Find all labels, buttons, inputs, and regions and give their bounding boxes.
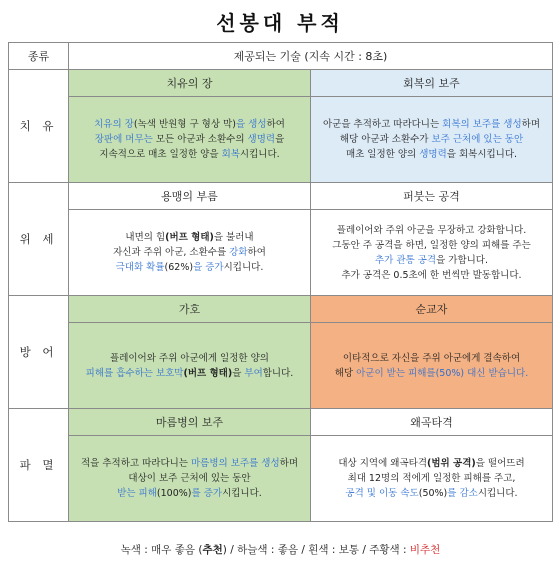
plain-text: 해당	[335, 368, 356, 379]
highlight-text: 를 증가	[192, 488, 223, 499]
skill-desc	[69, 210, 311, 296]
plain-text: 을 떨어뜨려	[476, 458, 525, 469]
row-ruin-desc	[9, 436, 553, 522]
highlight-text: 아군이 받는 피해를(50%) 대신 받습니다.	[356, 368, 528, 379]
plain-text: 매초 일정한 양의	[346, 149, 419, 160]
bold-text: (버프 형태)	[183, 368, 232, 379]
plain-text: 시킵니다.	[478, 488, 518, 499]
desc-line	[317, 238, 546, 253]
bold-text: (범위 공격)	[427, 458, 476, 469]
highlight-text: 장판에 머무는	[95, 134, 153, 145]
desc-line	[317, 351, 546, 366]
plain-text: 을	[275, 134, 284, 145]
plain-text: 대상 지역에 왜곡타격	[338, 458, 427, 469]
desc-line	[75, 486, 304, 501]
plain-text: 합니다.	[263, 368, 294, 379]
desc-line	[317, 223, 546, 238]
highlight-text: 보주 근처에 있는 동안	[432, 134, 524, 145]
highlight-text: 강화	[229, 247, 247, 258]
highlight-text: 극대화 확률	[116, 262, 165, 273]
category-defense: 방 어	[9, 296, 69, 409]
desc-line	[317, 117, 546, 132]
skill-table	[8, 42, 553, 578]
row-might-names	[9, 183, 553, 210]
desc-line	[75, 117, 304, 132]
page-title: 선봉대 부적	[0, 0, 560, 42]
plain-text: 녹색 : 매우 좋음 (	[121, 544, 203, 556]
plain-text: 내면의 힘	[125, 232, 165, 243]
highlight-text: 받는 피해	[117, 488, 157, 499]
plain-text: 플레이어와 주위 아군을 무장하고 강화합니다.	[337, 225, 526, 236]
desc-line	[317, 456, 546, 471]
plain-text: 을 회복시킵니다.	[447, 149, 517, 160]
plain-text: 적을 추적하고 따라다니는	[81, 458, 191, 469]
plain-text: 플레이어와 주위 아군에게 일정한 양의	[110, 353, 269, 364]
plain-text: 을 가합니다.	[436, 255, 488, 266]
highlight-text: 을 생성	[236, 119, 267, 130]
legend-row	[9, 522, 553, 578]
skill-desc	[311, 323, 553, 409]
skill-name: 마름병의 보주	[69, 409, 311, 436]
header-row	[9, 43, 553, 70]
desc-line	[317, 147, 546, 162]
desc-line	[75, 132, 304, 147]
skill-name: 회복의 보주	[311, 70, 553, 97]
highlight-text: 를 감소	[447, 488, 478, 499]
skill-desc	[311, 436, 553, 522]
plain-text: 하여	[267, 119, 285, 130]
desc-line	[317, 471, 546, 486]
color-legend	[9, 522, 553, 578]
desc-line	[317, 268, 546, 283]
highlight-text: 을 증가	[193, 262, 224, 273]
desc-line	[317, 486, 546, 501]
plain-text: 아군을 추적하고 따라다니는	[323, 119, 442, 130]
category-heal: 치 유	[9, 70, 69, 183]
desc-line	[317, 132, 546, 147]
plain-text: 하며	[280, 458, 298, 469]
row-defense-names	[9, 296, 553, 323]
skill-desc	[69, 323, 311, 409]
skill-desc	[69, 97, 311, 183]
plain-text: (녹색 반원형 구 형상 막)	[134, 119, 236, 130]
desc-line	[75, 147, 304, 162]
desc-line	[75, 366, 304, 381]
row-might-desc	[9, 210, 553, 296]
bold-text: (버프 형태)	[165, 232, 214, 243]
row-ruin-names	[9, 409, 553, 436]
desc-line	[75, 351, 304, 366]
plain-text: (62%)	[165, 262, 194, 273]
plain-text: (100%)	[157, 488, 192, 499]
plain-text: 최대 12명의 적에게 일정한 피해를 주고,	[348, 473, 516, 484]
plain-text: 자신과 주위 아군, 소환수를	[113, 247, 229, 258]
skill-name: 가호	[69, 296, 311, 323]
highlight-text: 회복의 보주를 생성	[442, 119, 521, 130]
highlight-text: 추가 관통 공격	[375, 255, 436, 266]
bold-text: 추천	[203, 544, 223, 556]
plain-text: 이타적으로 자신을 주위 아군에게 결속하여	[343, 353, 520, 364]
highlight-text: 생명력	[248, 134, 276, 145]
desc-line	[75, 230, 304, 245]
highlight-text: 피해를 흡수하는 보호막	[86, 368, 184, 379]
highlight-text: 부여	[244, 368, 262, 379]
plain-text: (50%)	[419, 488, 448, 499]
row-heal-names	[9, 70, 553, 97]
plain-text: 모든 아군과 소환수의	[153, 134, 248, 145]
plain-text: 추가 공격은 0.5초에 한 번씩만 발동합니다.	[341, 270, 521, 281]
desc-line	[75, 471, 304, 486]
highlight-text: 공격 및 이동 속도	[345, 488, 418, 499]
skill-name: 퍼붓는 공격	[311, 183, 553, 210]
plain-text: 그동안 주 공격을 하면, 일정한 양의 피해를 주는	[332, 240, 531, 251]
plain-text: 시킵니다.	[224, 262, 264, 273]
plain-text: 하여	[248, 247, 266, 258]
plain-text: 을	[232, 368, 244, 379]
desc-line	[75, 456, 304, 471]
desc-line	[317, 253, 546, 268]
desc-line	[75, 245, 304, 260]
warning-text: 비추천	[410, 544, 440, 556]
plain-text: 시킵니다.	[240, 149, 280, 160]
plain-text: 대상이 보주 근처에 있는 동안	[128, 473, 250, 484]
highlight-text: 치유의 장	[94, 119, 134, 130]
category-might: 위 세	[9, 183, 69, 296]
row-heal-desc	[9, 97, 553, 183]
category-header: 종류	[9, 43, 69, 70]
plain-text: 하며	[522, 119, 540, 130]
skill-name: 용맹의 부름	[69, 183, 311, 210]
highlight-text: 생명력	[419, 149, 447, 160]
row-defense-desc	[9, 323, 553, 409]
desc-line	[75, 260, 304, 275]
skill-desc	[311, 210, 553, 296]
skill-name: 순교자	[311, 296, 553, 323]
plain-text: ) / 하늘색 : 좋음 / 흰색 : 보통 / 주황색 :	[223, 544, 410, 556]
highlight-text: 회복	[222, 149, 240, 160]
desc-line	[317, 366, 546, 381]
highlight-text: 마름병의 보주를 생성	[191, 458, 280, 469]
category-ruin: 파 멸	[9, 409, 69, 522]
description-header: 제공되는 기술 (지속 시간 : 8초)	[69, 43, 553, 70]
plain-text: 해당 아군과 소환수가	[340, 134, 432, 145]
skill-name: 왜곡타격	[311, 409, 553, 436]
plain-text: 을 불러내	[214, 232, 254, 243]
plain-text: 지속적으로 매초 일정한 양을	[99, 149, 221, 160]
plain-text: 시킵니다.	[222, 488, 262, 499]
skill-desc	[69, 436, 311, 522]
skill-desc	[311, 97, 553, 183]
skill-name: 치유의 장	[69, 70, 311, 97]
